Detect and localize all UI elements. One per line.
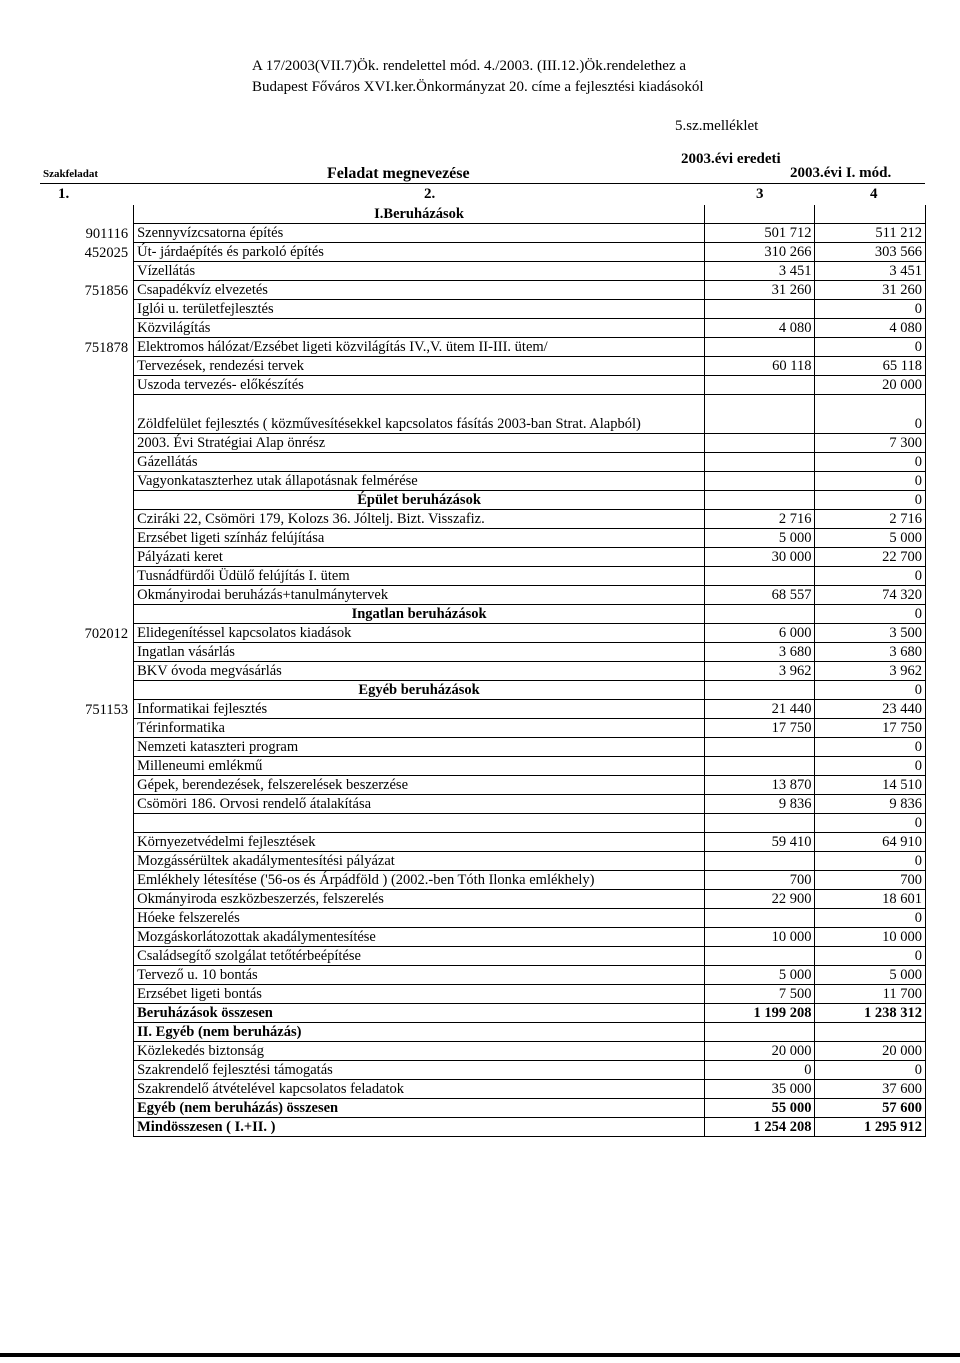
cell-eredeti: 0 bbox=[705, 1061, 815, 1080]
cell-szakfeladat bbox=[40, 567, 134, 586]
cell-feladat: Beruházások összesen bbox=[134, 1004, 705, 1023]
table-row bbox=[40, 1099, 926, 1118]
cell-szakfeladat: 751878 bbox=[84, 339, 129, 356]
cell-mod: 74 320 bbox=[815, 586, 926, 605]
cell-eredeti: 3 451 bbox=[705, 262, 815, 281]
cell-szakfeladat bbox=[40, 453, 134, 472]
cell-szakfeladat bbox=[40, 852, 134, 871]
cell-szakfeladat bbox=[40, 757, 134, 776]
table-row bbox=[40, 567, 926, 586]
cell-mod: 0 bbox=[815, 681, 926, 700]
cell-eredeti: 59 410 bbox=[705, 833, 815, 852]
cell-feladat: Egyéb (nem beruházás) összesen bbox=[134, 1099, 705, 1118]
cell-eredeti: 3 680 bbox=[705, 643, 815, 662]
table-row bbox=[40, 776, 926, 795]
cell-feladat: Térinformatika bbox=[134, 719, 705, 738]
cell-eredeti: 20 000 bbox=[705, 1042, 815, 1061]
table-row bbox=[40, 395, 926, 434]
cell-szakfeladat bbox=[40, 947, 134, 966]
table-row bbox=[40, 833, 926, 852]
cell-eredeti: 21 440 bbox=[705, 700, 815, 719]
cell-mod: 3 680 bbox=[815, 643, 926, 662]
cell-eredeti bbox=[705, 909, 815, 928]
cell-mod: 4 080 bbox=[815, 319, 926, 338]
cell-mod: 3 451 bbox=[815, 262, 926, 281]
table-row bbox=[40, 738, 926, 757]
cell-feladat: Hóeke felszerelés bbox=[134, 909, 705, 928]
table-row bbox=[40, 662, 926, 681]
cell-feladat: Cziráki 22, Csömöri 179, Kolozs 36. Jóltelj. Bizt. Visszafiz. bbox=[134, 510, 705, 529]
cell-eredeti: 60 118 bbox=[705, 357, 815, 376]
cell-szakfeladat bbox=[40, 1099, 134, 1118]
column-header-feladat: Feladat megnevezése bbox=[327, 165, 470, 182]
cell-eredeti bbox=[705, 205, 815, 224]
cell-feladat: Szennyvízcsatorna építés bbox=[134, 224, 705, 243]
cell-szakfeladat bbox=[40, 472, 134, 491]
cell-mod: 3 500 bbox=[815, 624, 926, 643]
cell-feladat: Környezetvédelmi fejlesztések bbox=[134, 833, 705, 852]
cell-feladat: Elektromos hálózat/Ezsébet ligeti közvilágítás IV.,V. ütem II-III. ütem/ bbox=[134, 338, 705, 357]
cell-szakfeladat bbox=[40, 643, 134, 662]
cell-eredeti bbox=[705, 738, 815, 757]
cell-feladat: Mozgássérültek akadálymentesítési pályázat bbox=[134, 852, 705, 871]
cell-feladat: Vagyonkataszterhez utak állapotásnak felmérése bbox=[134, 472, 705, 491]
cell-szakfeladat bbox=[40, 586, 134, 605]
cell-feladat: Közlekedés biztonság bbox=[134, 1042, 705, 1061]
cell-szakfeladat bbox=[40, 395, 134, 434]
cell-mod: 10 000 bbox=[815, 928, 926, 947]
cell-feladat: I.Beruházások bbox=[134, 205, 705, 224]
cell-mod: 1 295 912 bbox=[815, 1118, 926, 1137]
cell-mod: 31 260 bbox=[815, 281, 926, 300]
cell-szakfeladat bbox=[40, 205, 134, 224]
cell-eredeti bbox=[705, 567, 815, 586]
cell-mod: 0 bbox=[815, 757, 926, 776]
cell-szakfeladat bbox=[40, 985, 134, 1004]
table-row bbox=[40, 262, 926, 281]
table-row bbox=[40, 795, 926, 814]
table-row bbox=[40, 947, 926, 966]
column-number-3: 3 bbox=[756, 186, 764, 202]
cell-eredeti bbox=[705, 300, 815, 319]
table-row bbox=[40, 529, 926, 548]
cell-szakfeladat bbox=[40, 1080, 134, 1099]
cell-mod: 0 bbox=[815, 338, 926, 357]
table-row bbox=[40, 548, 926, 567]
cell-feladat: Közvilágítás bbox=[134, 319, 705, 338]
page-bottom-rule bbox=[0, 1353, 960, 1357]
table-row bbox=[40, 1004, 926, 1023]
cell-eredeti: 700 bbox=[705, 871, 815, 890]
table-row bbox=[40, 966, 926, 985]
cell-eredeti bbox=[705, 757, 815, 776]
cell-feladat: Csapadékvíz elvezetés bbox=[134, 281, 705, 300]
table-row bbox=[40, 300, 926, 319]
cell-szakfeladat bbox=[40, 1118, 134, 1137]
cell-mod: 2 716 bbox=[815, 510, 926, 529]
cell-eredeti: 310 266 bbox=[705, 243, 815, 262]
cell-eredeti: 7 500 bbox=[705, 985, 815, 1004]
table-row bbox=[40, 814, 926, 833]
budget-table-body bbox=[40, 205, 926, 1137]
cell-mod: 65 118 bbox=[815, 357, 926, 376]
table-row bbox=[40, 700, 926, 719]
cell-eredeti bbox=[705, 395, 815, 434]
cell-eredeti bbox=[705, 681, 815, 700]
cell-feladat: Nemzeti kataszteri program bbox=[134, 738, 705, 757]
cell-feladat: Tervezések, rendezési tervek bbox=[134, 357, 705, 376]
cell-szakfeladat bbox=[40, 491, 134, 510]
cell-eredeti: 35 000 bbox=[705, 1080, 815, 1099]
cell-mod: 5 000 bbox=[815, 966, 926, 985]
cell-feladat: Iglói u. területfejlesztés bbox=[134, 300, 705, 319]
cell-szakfeladat bbox=[40, 434, 134, 453]
table-row bbox=[40, 719, 926, 738]
budget-table bbox=[40, 205, 926, 1137]
table-row bbox=[40, 1042, 926, 1061]
cell-eredeti: 2 716 bbox=[705, 510, 815, 529]
cell-szakfeladat bbox=[40, 890, 134, 909]
table-row bbox=[40, 472, 926, 491]
cell-mod: 7 300 bbox=[815, 434, 926, 453]
cell-eredeti: 1 254 208 bbox=[705, 1118, 815, 1137]
cell-mod: 9 836 bbox=[815, 795, 926, 814]
cell-mod: 20 000 bbox=[815, 1042, 926, 1061]
cell-eredeti: 22 900 bbox=[705, 890, 815, 909]
cell-mod: 0 bbox=[815, 814, 926, 833]
cell-feladat: Út- járdaépítés és parkoló építés bbox=[134, 243, 705, 262]
cell-mod: 0 bbox=[815, 453, 926, 472]
cell-mod: 14 510 bbox=[815, 776, 926, 795]
cell-szakfeladat bbox=[40, 776, 134, 795]
header-divider bbox=[40, 183, 925, 184]
table-row bbox=[40, 1023, 926, 1042]
cell-feladat: Okmányiroda eszközbeszerzés, felszerelés bbox=[134, 890, 705, 909]
document-title-line-1: A 17/2003(VII.7)Ök. rendelettel mód. 4./2003. (III.12.)Ök.rendelethez a bbox=[252, 58, 687, 74]
cell-mod: 511 212 bbox=[815, 224, 926, 243]
cell-szakfeladat bbox=[40, 966, 134, 985]
cell-feladat: Mindösszesen ( I.+II. ) bbox=[134, 1118, 705, 1137]
cell-eredeti bbox=[705, 1023, 815, 1042]
cell-mod: 64 910 bbox=[815, 833, 926, 852]
cell-eredeti bbox=[705, 852, 815, 871]
cell-mod: 37 600 bbox=[815, 1080, 926, 1099]
column-header-eredeti: 2003.évi eredeti bbox=[681, 151, 781, 167]
cell-szakfeladat: 901116 bbox=[85, 225, 129, 242]
cell-eredeti bbox=[705, 338, 815, 357]
table-row bbox=[40, 757, 926, 776]
cell-eredeti: 4 080 bbox=[705, 319, 815, 338]
cell-szakfeladat bbox=[40, 262, 134, 281]
cell-szakfeladat: 751856 bbox=[84, 282, 129, 299]
cell-szakfeladat bbox=[40, 605, 134, 624]
cell-szakfeladat bbox=[40, 814, 134, 833]
cell-feladat: II. Egyéb (nem beruházás) bbox=[134, 1023, 705, 1042]
cell-szakfeladat bbox=[40, 529, 134, 548]
cell-eredeti bbox=[705, 376, 815, 395]
cell-mod: 23 440 bbox=[815, 700, 926, 719]
cell-szakfeladat bbox=[40, 319, 134, 338]
cell-mod: 0 bbox=[815, 395, 926, 434]
cell-szakfeladat bbox=[40, 1004, 134, 1023]
cell-feladat: Gépek, berendezések, felszerelések beszerzése bbox=[134, 776, 705, 795]
table-row bbox=[40, 1118, 926, 1137]
cell-szakfeladat bbox=[40, 357, 134, 376]
cell-mod: 0 bbox=[815, 300, 926, 319]
cell-mod: 0 bbox=[815, 567, 926, 586]
cell-feladat: Erzsébet ligeti bontás bbox=[134, 985, 705, 1004]
cell-mod: 303 566 bbox=[815, 243, 926, 262]
cell-feladat: Tusnádfürdői Üdülő felújítás I. ütem bbox=[134, 567, 705, 586]
cell-mod: 0 bbox=[815, 1061, 926, 1080]
cell-mod: 20 000 bbox=[815, 376, 926, 395]
cell-eredeti: 17 750 bbox=[705, 719, 815, 738]
cell-szakfeladat: 452025 bbox=[84, 244, 129, 261]
table-row bbox=[40, 243, 926, 262]
cell-eredeti bbox=[705, 605, 815, 624]
cell-mod: 1 238 312 bbox=[815, 1004, 926, 1023]
cell-mod: 0 bbox=[815, 909, 926, 928]
cell-eredeti bbox=[705, 947, 815, 966]
cell-feladat: Informatikai fejlesztés bbox=[134, 700, 705, 719]
table-row bbox=[40, 852, 926, 871]
cell-eredeti bbox=[705, 814, 815, 833]
cell-feladat bbox=[134, 814, 705, 833]
cell-feladat: Épület beruházások bbox=[134, 491, 705, 510]
table-row bbox=[40, 890, 926, 909]
cell-mod: 0 bbox=[815, 605, 926, 624]
table-row bbox=[40, 643, 926, 662]
cell-mod: 22 700 bbox=[815, 548, 926, 567]
cell-szakfeladat bbox=[40, 300, 134, 319]
cell-mod: 57 600 bbox=[815, 1099, 926, 1118]
table-row bbox=[40, 281, 926, 300]
cell-szakfeladat bbox=[40, 376, 134, 395]
table-row bbox=[40, 205, 926, 224]
cell-eredeti bbox=[705, 453, 815, 472]
table-row bbox=[40, 376, 926, 395]
annex-label: 5.sz.melléklet bbox=[675, 118, 759, 134]
cell-mod: 0 bbox=[815, 947, 926, 966]
cell-eredeti: 31 260 bbox=[705, 281, 815, 300]
cell-feladat: Vízellátás bbox=[134, 262, 705, 281]
cell-szakfeladat bbox=[40, 871, 134, 890]
cell-eredeti: 13 870 bbox=[705, 776, 815, 795]
cell-feladat: Zöldfelület fejlesztés ( közművesítésekkel kapcsolatos fásítás 2003-ban Strat. Alapból) bbox=[134, 395, 705, 434]
column-number-1: 1. bbox=[58, 186, 70, 202]
cell-eredeti bbox=[705, 491, 815, 510]
cell-szakfeladat bbox=[40, 1023, 134, 1042]
cell-eredeti: 501 712 bbox=[705, 224, 815, 243]
cell-eredeti: 9 836 bbox=[705, 795, 815, 814]
table-row bbox=[40, 1080, 926, 1099]
column-number-2: 2. bbox=[424, 186, 436, 202]
cell-eredeti bbox=[705, 434, 815, 453]
table-row bbox=[40, 357, 926, 376]
cell-eredeti: 5 000 bbox=[705, 966, 815, 985]
cell-szakfeladat bbox=[40, 1061, 134, 1080]
cell-mod bbox=[815, 1023, 926, 1042]
cell-szakfeladat bbox=[40, 719, 134, 738]
cell-szakfeladat bbox=[40, 1042, 134, 1061]
cell-mod: 700 bbox=[815, 871, 926, 890]
cell-szakfeladat bbox=[40, 510, 134, 529]
cell-szakfeladat bbox=[40, 662, 134, 681]
cell-szakfeladat bbox=[40, 548, 134, 567]
table-row bbox=[40, 985, 926, 1004]
cell-feladat: 2003. Évi Stratégiai Alap önrész bbox=[134, 434, 705, 453]
cell-mod: 17 750 bbox=[815, 719, 926, 738]
cell-feladat: Elidegenítéssel kapcsolatos kiadások bbox=[134, 624, 705, 643]
table-row bbox=[40, 434, 926, 453]
cell-szakfeladat bbox=[40, 738, 134, 757]
cell-feladat: Ingatlan vásárlás bbox=[134, 643, 705, 662]
table-row bbox=[40, 586, 926, 605]
cell-szakfeladat bbox=[40, 928, 134, 947]
cell-mod: 11 700 bbox=[815, 985, 926, 1004]
column-number-4: 4 bbox=[870, 186, 878, 202]
cell-feladat: Erzsébet ligeti színház felújítása bbox=[134, 529, 705, 548]
column-header-szakfeladat: Szakfeladat bbox=[43, 168, 98, 180]
cell-eredeti bbox=[705, 472, 815, 491]
cell-szakfeladat bbox=[40, 681, 134, 700]
cell-szakfeladat bbox=[40, 833, 134, 852]
table-row bbox=[40, 491, 926, 510]
cell-mod bbox=[815, 205, 926, 224]
cell-eredeti: 5 000 bbox=[705, 529, 815, 548]
cell-eredeti: 10 000 bbox=[705, 928, 815, 947]
cell-feladat: BKV óvoda megvásárlás bbox=[134, 662, 705, 681]
cell-mod: 3 962 bbox=[815, 662, 926, 681]
cell-feladat: Szakrendelő fejlesztési támogatás bbox=[134, 1061, 705, 1080]
cell-mod: 5 000 bbox=[815, 529, 926, 548]
column-header-mod: 2003.évi I. mód. bbox=[790, 165, 892, 181]
cell-feladat: Szakrendelő átvételével kapcsolatos feladatok bbox=[134, 1080, 705, 1099]
cell-feladat: Egyéb beruházások bbox=[134, 681, 705, 700]
cell-eredeti: 68 557 bbox=[705, 586, 815, 605]
document-title-line-2: Budapest Főváros XVI.ker.Önkormányzat 20. címe a fejlesztési kiadásokól bbox=[252, 79, 704, 95]
cell-eredeti: 1 199 208 bbox=[705, 1004, 815, 1023]
cell-feladat: Milleneumi emlékmű bbox=[134, 757, 705, 776]
cell-feladat: Mozgáskorlátozottak akadálymentesítése bbox=[134, 928, 705, 947]
cell-szakfeladat: 751153 bbox=[85, 701, 129, 718]
table-row bbox=[40, 871, 926, 890]
cell-szakfeladat bbox=[40, 795, 134, 814]
cell-feladat: Gázellátás bbox=[134, 453, 705, 472]
table-row bbox=[40, 319, 926, 338]
table-row bbox=[40, 453, 926, 472]
table-row bbox=[40, 909, 926, 928]
cell-eredeti: 6 000 bbox=[705, 624, 815, 643]
table-row bbox=[40, 510, 926, 529]
cell-mod: 0 bbox=[815, 738, 926, 757]
cell-feladat: Csömöri 186. Orvosi rendelő átalakítása bbox=[134, 795, 705, 814]
table-row bbox=[40, 928, 926, 947]
table-row bbox=[40, 624, 926, 643]
cell-szakfeladat: 702012 bbox=[84, 625, 129, 642]
cell-eredeti: 3 962 bbox=[705, 662, 815, 681]
table-row bbox=[40, 605, 926, 624]
cell-szakfeladat bbox=[40, 909, 134, 928]
table-row bbox=[40, 224, 926, 243]
cell-mod: 0 bbox=[815, 472, 926, 491]
cell-feladat: Családsegítő szolgálat tetőtérbeépítése bbox=[134, 947, 705, 966]
table-row bbox=[40, 1061, 926, 1080]
cell-mod: 18 601 bbox=[815, 890, 926, 909]
cell-feladat: Tervező u. 10 bontás bbox=[134, 966, 705, 985]
cell-feladat: Uszoda tervezés- előkészítés bbox=[134, 376, 705, 395]
cell-eredeti: 30 000 bbox=[705, 548, 815, 567]
cell-eredeti: 55 000 bbox=[705, 1099, 815, 1118]
table-row bbox=[40, 338, 926, 357]
cell-mod: 0 bbox=[815, 491, 926, 510]
cell-mod: 0 bbox=[815, 852, 926, 871]
cell-feladat: Ingatlan beruházások bbox=[134, 605, 705, 624]
cell-feladat: Pályázati keret bbox=[134, 548, 705, 567]
cell-feladat: Emlékhely létesítése ('56-os és Árpádföld ) (2002.-ben Tóth Ilonka emlékhely) bbox=[134, 871, 705, 890]
table-row bbox=[40, 681, 926, 700]
cell-feladat: Okmányirodai beruházás+tanulmánytervek bbox=[134, 586, 705, 605]
